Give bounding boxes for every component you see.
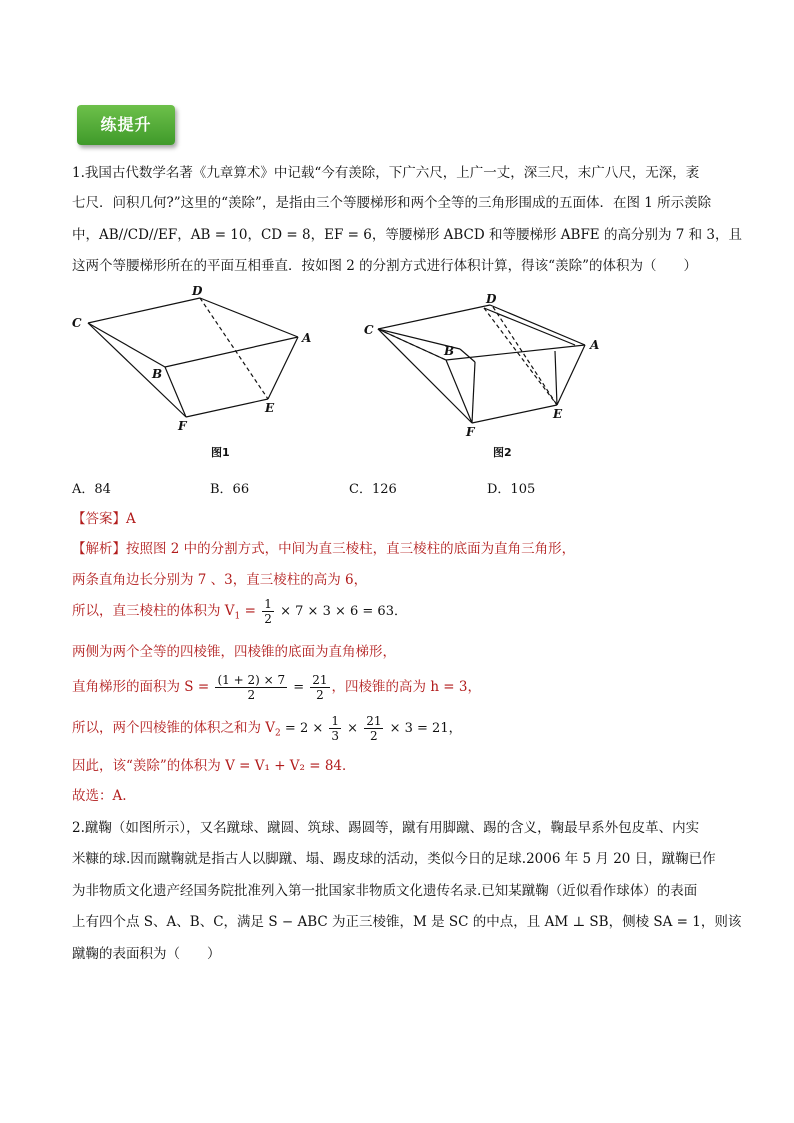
q1-line-4: 这两个等腰梯形所在的平面互相垂直．按如图 2 的分割方式进行体积计算，得该“羡除”的体积为（ ） — [72, 258, 697, 274]
analysis-line-7: 因此，该“羡除”的体积为 V = V₁ + V₂ = 84． — [72, 758, 356, 774]
edge-EA — [268, 337, 298, 399]
edge-CD — [378, 305, 490, 329]
analysis-line-2: 两条直角边长分别为 7 、3，直三棱柱的高为 6， — [72, 572, 368, 588]
fraction-21-over-2 — [364, 714, 383, 743]
analysis-l6-sub: 2 — [275, 728, 281, 739]
analysis-l3-post: × 7 × 3 × 6 = 63． — [280, 604, 407, 619]
edge-BA — [165, 337, 298, 367]
figure-2 — [360, 290, 610, 445]
edge-prism-top-1 — [460, 349, 475, 362]
edge-BA — [446, 345, 585, 360]
analysis-l6-mid: × — [343, 721, 363, 736]
frac-num: 1 — [264, 597, 272, 611]
q1-line-1: 1.我国古代数学名著《九章算术》中记载“今有羡除，下广六尺，上广一丈，深三尺，末广八尺，无深，袤 — [72, 165, 700, 181]
analysis-l3-eq: = — [240, 603, 261, 619]
label-D: D — [486, 292, 497, 306]
label-E: E — [553, 407, 563, 421]
analysis-label: 【解析】 — [72, 541, 126, 557]
option-a[interactable]: A．84 — [72, 482, 111, 497]
answer-value: A — [126, 511, 136, 527]
edge-CD — [88, 298, 200, 323]
label-A: A — [302, 331, 312, 345]
label-C: C — [364, 323, 374, 337]
edge-BF — [165, 367, 186, 417]
edge-DA — [200, 298, 298, 337]
label-A: A — [590, 338, 600, 352]
edge-CF — [378, 329, 472, 423]
analysis-line-8: 故选：A. — [72, 788, 127, 804]
analysis-l5-eq: = — [289, 680, 309, 695]
analysis-line-6 — [72, 712, 462, 750]
fraction-one-third — [329, 714, 341, 743]
analysis-l6-eq: = 2 × — [280, 721, 328, 736]
answer-label: 【答案】 — [72, 511, 126, 527]
figure-1 — [68, 285, 328, 445]
practice-badge: 练提升 — [77, 105, 175, 145]
frac-num: 21 — [312, 673, 328, 687]
option-c[interactable]: C．126 — [349, 482, 397, 497]
analysis-l3-sub: 1 — [234, 611, 241, 622]
label-B: B — [444, 344, 455, 358]
analysis-l6-post: × 3 = 21， — [385, 721, 462, 736]
figure-1-caption: 图1 — [211, 446, 230, 459]
edge-FE — [472, 405, 557, 423]
edge-FE — [186, 399, 268, 417]
frac-den: 2 — [316, 688, 324, 702]
edge-prism-vert-1 — [472, 362, 475, 423]
label-D: D — [192, 285, 203, 298]
q2-line-2: 米糠的球.因而蹴鞠就是指古人以脚蹴、塌、踢皮球的活动，类似今日的足球.2006 年 5 月 20 日，蹴鞠已作 — [72, 851, 716, 867]
label-F: F — [466, 425, 475, 439]
analysis-line-5 — [72, 670, 481, 705]
q2-line-3: 为非物质文化遗产经国务院批准列入第一批国家非物质文化遗传名录.已知某蹴鞠（近似看作球体）的表面 — [72, 883, 698, 899]
analysis-l5-post: ，四棱锥的高为 h = 3， — [331, 679, 481, 695]
analysis-text-1: 按照图 2 中的分割方式，中间为直三棱柱，直三棱柱的底面为直角三角形， — [126, 541, 576, 557]
analysis-line-4: 两侧为两个全等的四棱锥，四棱锥的底面为直角梯形， — [72, 644, 396, 660]
option-d[interactable]: D．105 — [487, 482, 536, 497]
q2-line-5: 蹴鞠的表面积为（ ） — [72, 946, 221, 962]
analysis-l3-pre: 所以，直三棱柱的体积为 V — [72, 603, 235, 619]
q1-line-3: 中，AB//CD//EF，AB = 10，CD = 8，EF = 6，等腰梯形 ABCD 和等腰梯形 ABFE 的高分别为 7 和 3，且 — [72, 227, 743, 243]
fraction-one-half — [262, 597, 274, 626]
label-B: B — [152, 367, 163, 381]
analysis-line-1 — [72, 539, 575, 559]
analysis-l6-pre: 所以，两个四棱锥的体积之和为 V — [72, 720, 276, 736]
frac-den: 3 — [331, 729, 340, 743]
frac-num: (1 + 2) × 7 — [217, 673, 286, 687]
answer-line — [72, 509, 136, 529]
frac-num: 1 — [331, 714, 340, 728]
fraction-trapezoid-area — [215, 673, 287, 702]
edge-prism-vert-2 — [555, 351, 557, 405]
edge-BF — [446, 360, 472, 423]
q2-line-4: 上有四个点 S、A、B、C，满足 S − ABC 为正三棱锥，M 是 SC 的中点，且 AM ⊥ SB，侧棱 SA = 1，则该 — [72, 914, 742, 930]
edge-EA — [557, 345, 585, 405]
frac-den: 2 — [264, 612, 272, 626]
fraction-21-over-2 — [310, 673, 329, 702]
option-b[interactable]: B．66 — [210, 482, 250, 497]
edge-CF — [88, 323, 186, 417]
frac-den: 2 — [247, 688, 256, 702]
frac-den: 2 — [370, 729, 378, 743]
figure-2-caption: 图2 — [493, 446, 512, 459]
label-F: F — [178, 419, 187, 433]
label-C: C — [72, 316, 82, 330]
label-E: E — [265, 401, 275, 415]
q2-line-1: 2.蹴鞠（如图所示），又名蹴球、蹴圆、筑球、踢圆等，蹴有用脚蹴、踢的含义，鞠最早系外包皮革、内实 — [72, 820, 700, 836]
analysis-line-3 — [72, 596, 407, 632]
frac-num: 21 — [366, 714, 382, 728]
q1-line-2: 七尺．问积几何?”这里的“羡除”，是指由三个等腰梯形和两个全等的三角形围成的五面体．在图 1 所示羡除 — [72, 195, 712, 211]
edge-DE-hidden-2 — [493, 307, 557, 405]
edge-DE-hidden — [200, 298, 268, 399]
analysis-l5-pre: 直角梯形的面积为 S = — [72, 679, 214, 695]
